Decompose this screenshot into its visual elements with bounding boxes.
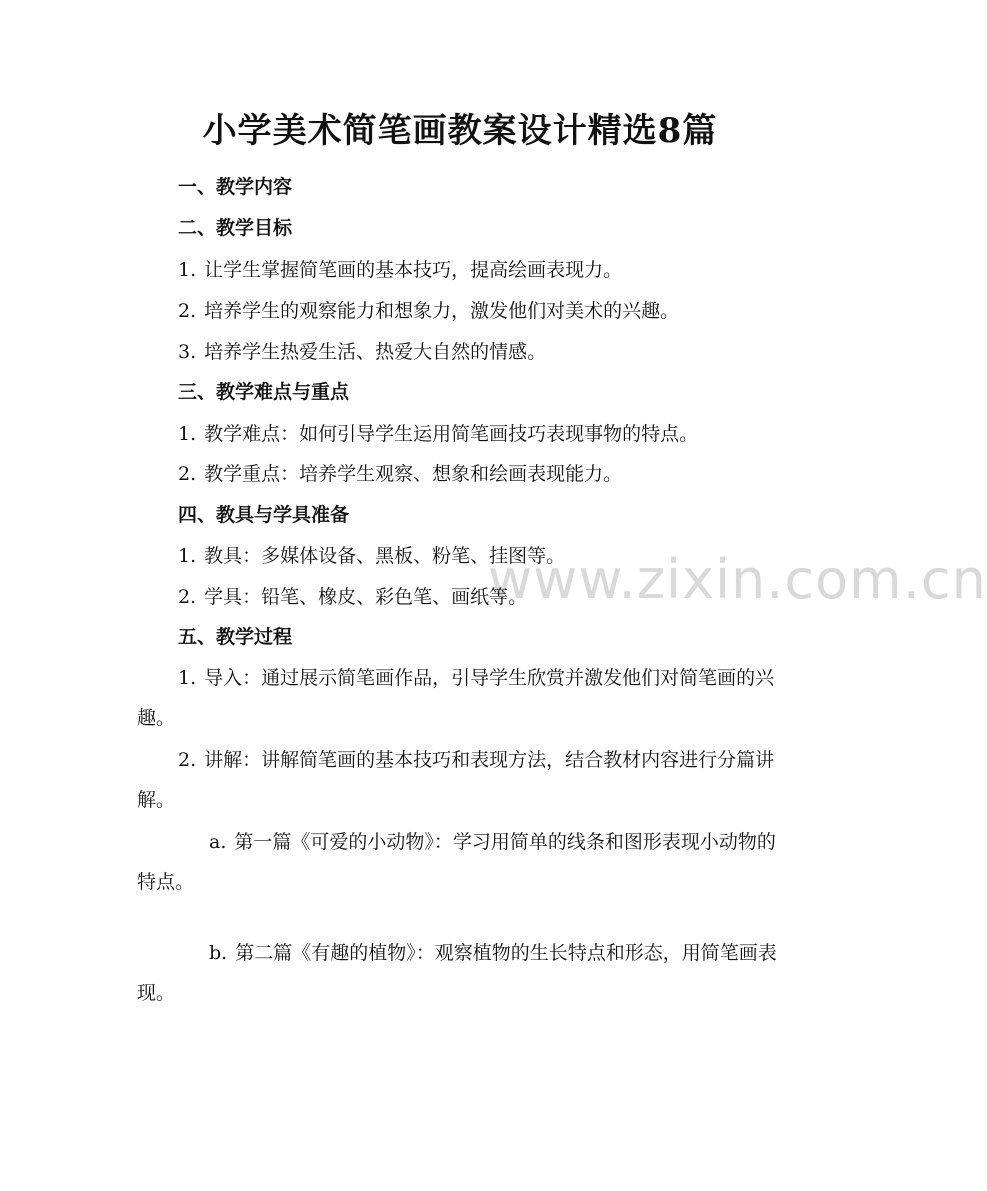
process-number: 2. [178,749,197,771]
sub-process-text: 第一篇《可爱的小动物》：学习用简单的线条和图形表现小动物的特点。 [137,831,776,893]
material-item [178,542,565,570]
sub-process-letter: b. [209,942,228,964]
section-heading-content: 一、教学内容 [178,176,293,198]
process-text: 导入：通过展示简笔画作品，引导学生欣赏并激发他们对简笔画的兴趣。 [137,667,775,729]
key-point-number: 1. [178,423,197,445]
process-paragraph [137,740,782,820]
document-title: 小学美术简笔画教案设计精选8篇 [202,111,718,151]
goal-number: 1. [178,259,197,281]
sub-process-paragraph [137,933,782,1013]
key-point-item [178,420,698,448]
section-heading-goals: 二、教学目标 [178,217,293,239]
goal-number: 3. [178,341,197,363]
material-number: 2. [178,586,197,608]
material-text: 教具：多媒体设备、黑板、粉笔、挂图等。 [204,545,566,567]
goal-item [178,256,622,284]
key-point-item [178,460,622,488]
key-point-text: 教学重点：培养学生观察、想象和绘画表现能力。 [204,463,623,485]
goal-text: 培养学生热爱生活、热爱大自然的情感。 [204,341,547,363]
material-number: 1. [178,545,197,567]
goal-text: 让学生掌握简笔画的基本技巧，提高绘画表现力。 [204,259,623,281]
sub-process-letter: a. [209,831,227,853]
process-number: 1. [178,667,197,689]
process-paragraph [137,658,782,738]
sub-process-paragraph [137,822,782,902]
key-point-number: 2. [178,463,197,485]
section-heading-process: 五、教学过程 [178,626,293,648]
sub-process-text: 第二篇《有趣的植物》：观察植物的生长特点和形态，用简笔画表现。 [137,942,777,1004]
material-text: 学具：铅笔、橡皮、彩色笔、画纸等。 [204,586,528,608]
section-heading-key-points: 三、教学难点与重点 [178,381,350,403]
watermark: www.zixin.com.cn [488,548,987,611]
goal-item [178,297,679,325]
key-point-text: 教学难点：如何引导学生运用简笔画技巧表现事物的特点。 [204,423,699,445]
goal-item [178,338,546,366]
goal-text: 培养学生的观察能力和想象力，激发他们对美术的兴趣。 [204,300,680,322]
material-item [178,583,527,611]
section-heading-materials: 四、教具与学具准备 [178,504,350,526]
process-text: 讲解：讲解简笔画的基本技巧和表现方法，结合教材内容进行分篇讲解。 [137,749,775,811]
goal-number: 2. [178,300,197,322]
